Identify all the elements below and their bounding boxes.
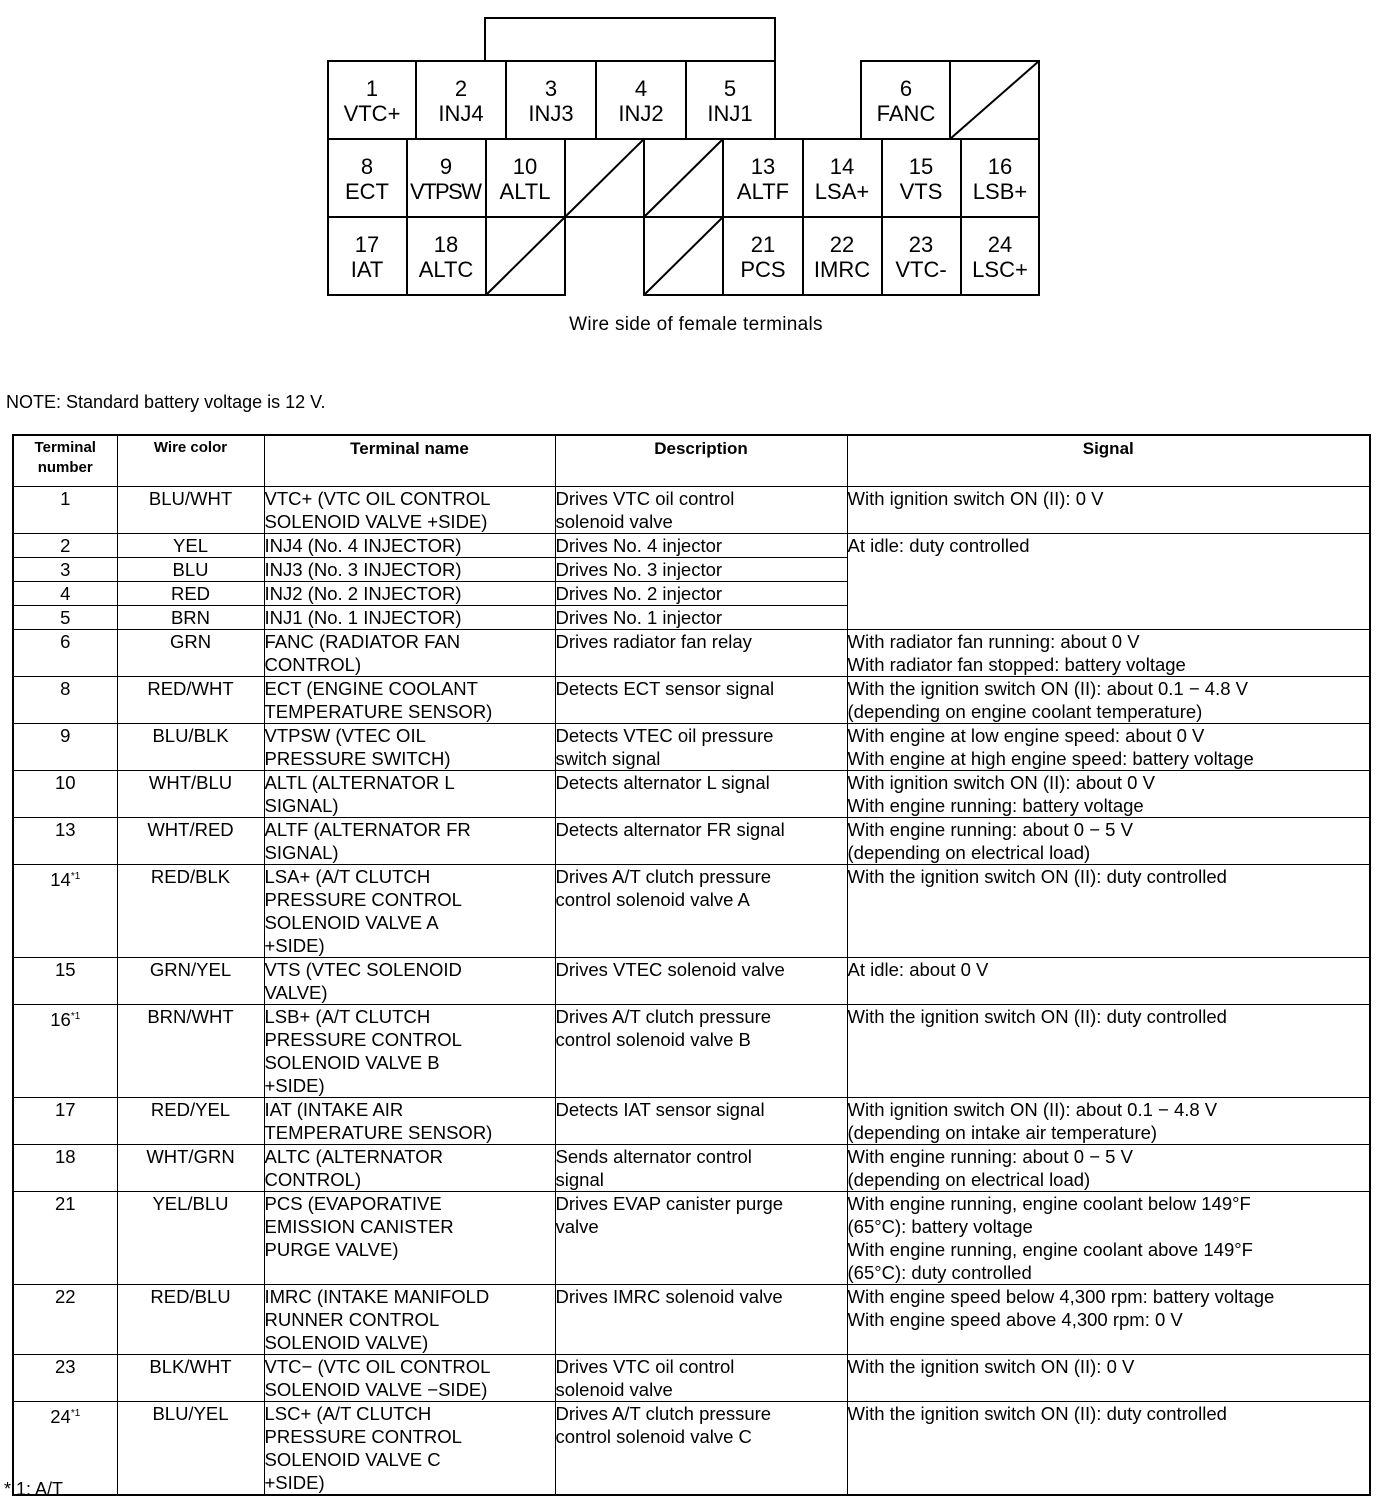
cell-line: CONTROL): [264, 654, 362, 675]
terminal-number-cell: [13, 1192, 117, 1285]
cell-line: FANC (RADIATOR FAN: [264, 631, 461, 652]
terminal-number-cell: [13, 534, 117, 558]
terminal-name-cell: [264, 865, 555, 958]
terminal-number-cell: [13, 1355, 117, 1402]
pin-number: 24: [987, 232, 1013, 257]
table-row: [13, 1005, 1370, 1098]
cell-line: With engine running: about 0 − 5 V: [847, 1146, 1133, 1167]
cell-line: With engine at high engine speed: battery voltage: [847, 748, 1254, 769]
terminal-name-cell: [264, 558, 555, 582]
wire-color-cell: BLU/WHT: [117, 487, 264, 534]
cell-line: INJ3 (No. 3 INJECTOR): [264, 559, 462, 580]
pin-number: 16: [987, 154, 1013, 179]
wire-color-cell: GRN: [117, 630, 264, 677]
cell-line: Detects ECT sensor signal: [555, 678, 775, 699]
cell-line: With ignition switch ON (II): about 0 V: [847, 772, 1155, 793]
terminal-number: 1: [60, 488, 71, 509]
cell-line: Drives EVAP canister purge: [555, 1193, 784, 1214]
terminal-number-cell: [13, 818, 117, 865]
cell-line: At idle: about 0 V: [847, 959, 989, 980]
terminal-number-cell: [13, 487, 117, 534]
terminal-number: 5: [60, 607, 71, 628]
cell-line: (65°C): duty controlled: [847, 1262, 1032, 1283]
pin-name: ECT: [345, 179, 389, 204]
description-cell: [555, 1192, 847, 1285]
pin-name: IMRC: [813, 257, 871, 282]
cell-line: TEMPERATURE SENSOR): [264, 701, 493, 722]
pin-number: 8: [360, 154, 374, 179]
pin-name: LSA+: [814, 179, 870, 204]
cell-line: Detects IAT sensor signal: [555, 1099, 765, 1120]
description-cell: [555, 582, 847, 606]
cell-line: With the ignition switch ON (II): duty controlled: [847, 1403, 1227, 1424]
cell-line: EMISSION CANISTER: [264, 1216, 454, 1237]
terminal-name-cell: [264, 1005, 555, 1098]
cell-line: Drives radiator fan relay: [555, 631, 752, 652]
pin-name: LSC+: [972, 257, 1028, 282]
terminal-number-cell: [13, 724, 117, 771]
cell-line: SOLENOID VALVE B: [264, 1052, 440, 1073]
cell-line: Drives A/T clutch pressure: [555, 866, 772, 887]
pin-number: 9: [439, 154, 453, 179]
cell-line: ALTL (ALTERNATOR L: [264, 772, 455, 793]
terminal-number: 4: [60, 583, 71, 604]
connector-lock-tab: [485, 18, 775, 61]
pin-number: 1: [365, 76, 379, 101]
signal-cell: [847, 1098, 1370, 1145]
pin-number: 18: [433, 232, 459, 257]
cell-line: With engine at low engine speed: about 0 V: [847, 725, 1205, 746]
description-cell: [555, 724, 847, 771]
description-cell: [555, 1402, 847, 1496]
wire-color-cell: WHT/RED: [117, 818, 264, 865]
terminal-number-cell: [13, 958, 117, 1005]
header-terminal-number-line2: number: [37, 459, 93, 476]
pin-name: PCS: [740, 257, 786, 282]
table-row: [13, 1098, 1370, 1145]
cell-line: solenoid valve: [555, 1379, 673, 1400]
table-row: [13, 771, 1370, 818]
terminal-number-cell: [13, 1098, 117, 1145]
wire-color-cell: BRN: [117, 606, 264, 630]
header-terminal-name: Terminal name: [264, 435, 555, 487]
wire-color-cell: BLU/BLK: [117, 724, 264, 771]
pin-number: 17: [354, 232, 380, 257]
cell-line: PRESSURE CONTROL: [264, 1426, 462, 1447]
terminal-name-cell: [264, 1145, 555, 1192]
pin-number: 3: [544, 76, 558, 101]
terminal-number: 13: [54, 819, 76, 840]
cell-line: Drives IMRC solenoid valve: [555, 1286, 783, 1307]
table-row: [13, 818, 1370, 865]
cell-line: RUNNER CONTROL: [264, 1309, 440, 1330]
terminal-number: 17: [54, 1099, 76, 1120]
terminal-number: 2: [60, 535, 71, 556]
cell-line: +SIDE): [264, 1075, 325, 1096]
signal-cell: [847, 1192, 1370, 1285]
terminal-number: 18: [54, 1146, 76, 1167]
cell-line: With engine running: battery voltage: [847, 795, 1144, 816]
pin-name: VTC-: [895, 257, 947, 282]
signal-cell: [847, 771, 1370, 818]
cell-line: Detects VTEC oil pressure: [555, 725, 774, 746]
description-cell: [555, 558, 847, 582]
header-wire-color: Wire color: [117, 435, 264, 487]
wire-color-cell: RED/YEL: [117, 1098, 264, 1145]
terminal-number: 9: [60, 725, 71, 746]
terminal-number: 10: [54, 772, 76, 793]
pin-number: 23: [908, 232, 934, 257]
pin-name: INJ2: [618, 101, 664, 126]
terminal-name-cell: [264, 534, 555, 558]
cell-line: Drives A/T clutch pressure: [555, 1006, 772, 1027]
pin-name: VTPSW: [410, 179, 482, 204]
description-cell: [555, 630, 847, 677]
signal-cell: [847, 1145, 1370, 1192]
footnote-marker: *1: [70, 1408, 81, 1419]
terminal-name-cell: [264, 771, 555, 818]
pin-name: INJ3: [528, 101, 574, 126]
wire-color-cell: GRN/YEL: [117, 958, 264, 1005]
cell-line: control solenoid valve B: [555, 1029, 751, 1050]
terminal-number-cell: [13, 606, 117, 630]
terminal-name-cell: [264, 1402, 555, 1496]
cell-line: With engine running, engine coolant below 149°F: [847, 1193, 1251, 1214]
cell-line: LSB+ (A/T CLUTCH: [264, 1006, 431, 1027]
cell-line: SOLENOID VALVE): [264, 1332, 429, 1353]
table-row: [13, 1402, 1370, 1496]
signal-cell: [847, 724, 1370, 771]
table-row: [13, 865, 1370, 958]
blank-cavity-7: [950, 61, 1039, 139]
pin-name: VTS: [899, 179, 943, 204]
header-terminal-number-line1: Terminal: [34, 439, 96, 456]
table-row: [13, 534, 1370, 558]
pin-number: 21: [750, 232, 776, 257]
cell-line: Drives VTEC solenoid valve: [555, 959, 785, 980]
cell-line: Detects alternator FR signal: [555, 819, 785, 840]
cell-line: LSA+ (A/T CLUTCH: [264, 866, 431, 887]
table-row: [13, 1355, 1370, 1402]
terminal-number-cell: [13, 865, 117, 958]
cell-line: (depending on electrical load): [847, 1169, 1091, 1190]
signal-cell: [847, 1355, 1370, 1402]
cell-line: With engine speed above 4,300 rpm: 0 V: [847, 1309, 1183, 1330]
footnote: * 1: A/T: [4, 1479, 64, 1499]
pin-number: 2: [454, 76, 468, 101]
signal-cell: [847, 1402, 1370, 1496]
cell-line: TEMPERATURE SENSOR): [264, 1122, 493, 1143]
cell-line: (depending on engine coolant temperature): [847, 701, 1203, 722]
cell-line: With ignition switch ON (II): 0 V: [847, 488, 1104, 509]
cell-line: CONTROL): [264, 1169, 362, 1190]
cell-line: PRESSURE CONTROL: [264, 889, 462, 910]
terminal-number: 3: [60, 559, 71, 580]
table-row: [13, 724, 1370, 771]
pin-number: 5: [723, 76, 737, 101]
signal-cell: [847, 818, 1370, 865]
terminal-number: 23: [54, 1356, 76, 1377]
cell-line: signal: [555, 1169, 604, 1190]
blank-cavity-19: [486, 217, 565, 295]
pin-name: ALTL: [499, 179, 551, 204]
cell-line: VTS (VTEC SOLENOID: [264, 959, 462, 980]
terminal-name-cell: [264, 487, 555, 534]
cell-line: INJ4 (No. 4 INJECTOR): [264, 535, 462, 556]
cell-line: ECT (ENGINE COOLANT: [264, 678, 478, 699]
cell-line: PRESSURE SWITCH): [264, 748, 451, 769]
pin-name: INJ1: [707, 101, 753, 126]
signal-cell: [847, 487, 1370, 534]
pin-name: IAT: [350, 257, 384, 282]
cell-line: PURGE VALVE): [264, 1239, 399, 1260]
terminal-name-cell: [264, 958, 555, 1005]
table-row: [13, 958, 1370, 1005]
pin-name: LSB+: [972, 179, 1028, 204]
cell-line: Sends alternator control: [555, 1146, 752, 1167]
cell-line: With the ignition switch ON (II): duty controlled: [847, 866, 1227, 887]
connector-diagram: [0, 0, 1392, 300]
cell-line: Drives No. 4 injector: [555, 535, 723, 556]
terminal-name-cell: [264, 724, 555, 771]
cell-line: With engine speed below 4,300 rpm: battery voltage: [847, 1286, 1275, 1307]
wire-color-cell: BLK/WHT: [117, 1355, 264, 1402]
terminal-number-cell: [13, 558, 117, 582]
terminal-number: 15: [54, 959, 76, 980]
terminal-name-cell: [264, 1355, 555, 1402]
pin-number: 4: [634, 76, 648, 101]
pin-name: ALTC: [418, 257, 474, 282]
cell-line: PCS (EVAPORATIVE: [264, 1193, 442, 1214]
table-row: [13, 677, 1370, 724]
cell-line: With engine running, engine coolant above 149°F: [847, 1239, 1253, 1260]
blank-cavity-11: [565, 139, 644, 217]
footnote-marker: *1: [70, 871, 81, 882]
table-row: [13, 1285, 1370, 1355]
description-cell: [555, 771, 847, 818]
wire-color-cell: BLU/YEL: [117, 1402, 264, 1496]
terminal-name-cell: [264, 818, 555, 865]
cell-line: (depending on electrical load): [847, 842, 1091, 863]
cell-line: IAT (INTAKE AIR: [264, 1099, 404, 1120]
description-cell: [555, 1145, 847, 1192]
cell-line: (depending on intake air temperature): [847, 1122, 1158, 1143]
wire-color-cell: BLU: [117, 558, 264, 582]
cell-line: SIGNAL): [264, 842, 339, 863]
terminal-number: 24: [50, 1406, 71, 1427]
cell-line: INJ2 (No. 2 INJECTOR): [264, 583, 462, 604]
terminal-number-cell: [13, 677, 117, 724]
cell-line: SOLENOID VALVE −SIDE): [264, 1379, 488, 1400]
pin-number: 10: [512, 154, 538, 179]
footnote-marker: *1: [70, 1011, 81, 1022]
signal-cell: [847, 630, 1370, 677]
terminal-name-cell: [264, 630, 555, 677]
terminal-name-cell: [264, 582, 555, 606]
cell-line: +SIDE): [264, 1472, 325, 1493]
terminal-number: 22: [54, 1286, 76, 1307]
cell-line: With the ignition switch ON (II): about 0.1 − 4.8 V: [847, 678, 1249, 699]
cell-line: Detects alternator L signal: [555, 772, 770, 793]
cell-line: control solenoid valve C: [555, 1426, 752, 1447]
signal-cell: [847, 865, 1370, 958]
cell-line: With the ignition switch ON (II): 0 V: [847, 1356, 1135, 1377]
signal-cell: [847, 534, 1370, 630]
wire-color-cell: RED/BLK: [117, 865, 264, 958]
cell-line: With the ignition switch ON (II): duty controlled: [847, 1006, 1227, 1027]
terminal-number: 16: [50, 1009, 71, 1030]
terminal-table: [12, 434, 1371, 1496]
terminal-number-cell: [13, 1005, 117, 1098]
signal-cell: [847, 1285, 1370, 1355]
terminal-number-cell: [13, 630, 117, 677]
cell-line: VTC+ (VTC OIL CONTROL: [264, 488, 491, 509]
cell-line: (65°C): battery voltage: [847, 1216, 1033, 1237]
signal-cell: [847, 958, 1370, 1005]
cell-line: LSC+ (A/T CLUTCH: [264, 1403, 432, 1424]
cell-line: With radiator fan stopped: battery voltage: [847, 654, 1186, 675]
cell-line: VTC− (VTC OIL CONTROL: [264, 1356, 491, 1377]
cell-line: VALVE): [264, 982, 328, 1003]
cell-line: valve: [555, 1216, 599, 1237]
terminal-number-cell: [13, 771, 117, 818]
wire-color-cell: RED/WHT: [117, 677, 264, 724]
cell-line: SOLENOID VALVE C: [264, 1449, 441, 1470]
cell-line: At idle: duty controlled: [847, 535, 1030, 556]
wire-color-cell: WHT/BLU: [117, 771, 264, 818]
description-cell: [555, 1355, 847, 1402]
cell-line: INJ1 (No. 1 INJECTOR): [264, 607, 462, 628]
cell-line: switch signal: [555, 748, 661, 769]
description-cell: [555, 487, 847, 534]
cell-line: SOLENOID VALVE A: [264, 912, 439, 933]
signal-cell: [847, 677, 1370, 724]
pin-name: ALTF: [736, 179, 790, 204]
wire-color-cell: RED: [117, 582, 264, 606]
pin-name: INJ4: [438, 101, 484, 126]
wire-color-cell: WHT/GRN: [117, 1145, 264, 1192]
terminal-number-cell: [13, 582, 117, 606]
pin-number: 14: [829, 154, 855, 179]
terminal-name-cell: [264, 1098, 555, 1145]
pin-number: 6: [899, 76, 913, 101]
terminal-number-cell: [13, 1285, 117, 1355]
cell-line: With ignition switch ON (II): about 0.1 − 4.8 V: [847, 1099, 1218, 1120]
cell-line: IMRC (INTAKE MANIFOLD: [264, 1286, 490, 1307]
terminal-number: 8: [60, 678, 71, 699]
wire-color-cell: BRN/WHT: [117, 1005, 264, 1098]
pin-number: 22: [829, 232, 855, 257]
description-cell: [555, 606, 847, 630]
cell-line: +SIDE): [264, 935, 325, 956]
cell-line: With engine running: about 0 − 5 V: [847, 819, 1133, 840]
description-cell: [555, 958, 847, 1005]
pin-name: VTC+: [343, 101, 401, 126]
cell-line: Drives No. 1 injector: [555, 607, 723, 628]
cell-line: With radiator fan running: about 0 V: [847, 631, 1140, 652]
description-cell: [555, 1098, 847, 1145]
pin-name: FANC: [876, 101, 936, 126]
wire-color-cell: RED/BLU: [117, 1285, 264, 1355]
signal-cell: [847, 1005, 1370, 1098]
battery-voltage-note: NOTE: Standard battery voltage is 12 V.: [6, 392, 326, 412]
blank-cavity-20: [644, 217, 723, 295]
table-header-row: [13, 435, 1370, 487]
description-cell: [555, 677, 847, 724]
description-cell: [555, 534, 847, 558]
cell-line: ALTF (ALTERNATOR FR: [264, 819, 471, 840]
table-row: [13, 630, 1370, 677]
header-terminal-number: [13, 435, 117, 487]
cell-line: PRESSURE CONTROL: [264, 1029, 462, 1050]
cell-line: Drives VTC oil control: [555, 1356, 735, 1377]
cell-line: Drives A/T clutch pressure: [555, 1403, 772, 1424]
terminal-number-cell: [13, 1145, 117, 1192]
description-cell: [555, 1285, 847, 1355]
description-cell: [555, 818, 847, 865]
header-signal: Signal: [847, 435, 1370, 487]
pin-number: 15: [908, 154, 934, 179]
description-cell: [555, 865, 847, 958]
cell-line: ALTC (ALTERNATOR: [264, 1146, 444, 1167]
pin-number: 13: [750, 154, 776, 179]
cell-line: SIGNAL): [264, 795, 339, 816]
cell-line: solenoid valve: [555, 511, 673, 532]
cell-line: SOLENOID VALVE +SIDE): [264, 511, 488, 532]
blank-cavity-12: [644, 139, 723, 217]
terminal-name-cell: [264, 1285, 555, 1355]
wire-color-cell: YEL: [117, 534, 264, 558]
connector-caption: Wire side of female terminals: [569, 314, 823, 335]
header-description: Description: [555, 435, 847, 487]
cell-line: Drives VTC oil control: [555, 488, 735, 509]
table-row: [13, 1145, 1370, 1192]
cell-line: control solenoid valve A: [555, 889, 750, 910]
terminal-name-cell: [264, 677, 555, 724]
table-row: [13, 1192, 1370, 1285]
table-row: [13, 487, 1370, 534]
description-cell: [555, 1005, 847, 1098]
terminal-name-cell: [264, 1192, 555, 1285]
terminal-name-cell: [264, 606, 555, 630]
terminal-number: 21: [54, 1193, 76, 1214]
cell-line: Drives No. 2 injector: [555, 583, 723, 604]
wire-color-cell: YEL/BLU: [117, 1192, 264, 1285]
cell-line: VTPSW (VTEC OIL: [264, 725, 426, 746]
cell-line: Drives No. 3 injector: [555, 559, 723, 580]
terminal-number: 6: [60, 631, 71, 652]
terminal-number: 14: [50, 869, 71, 890]
